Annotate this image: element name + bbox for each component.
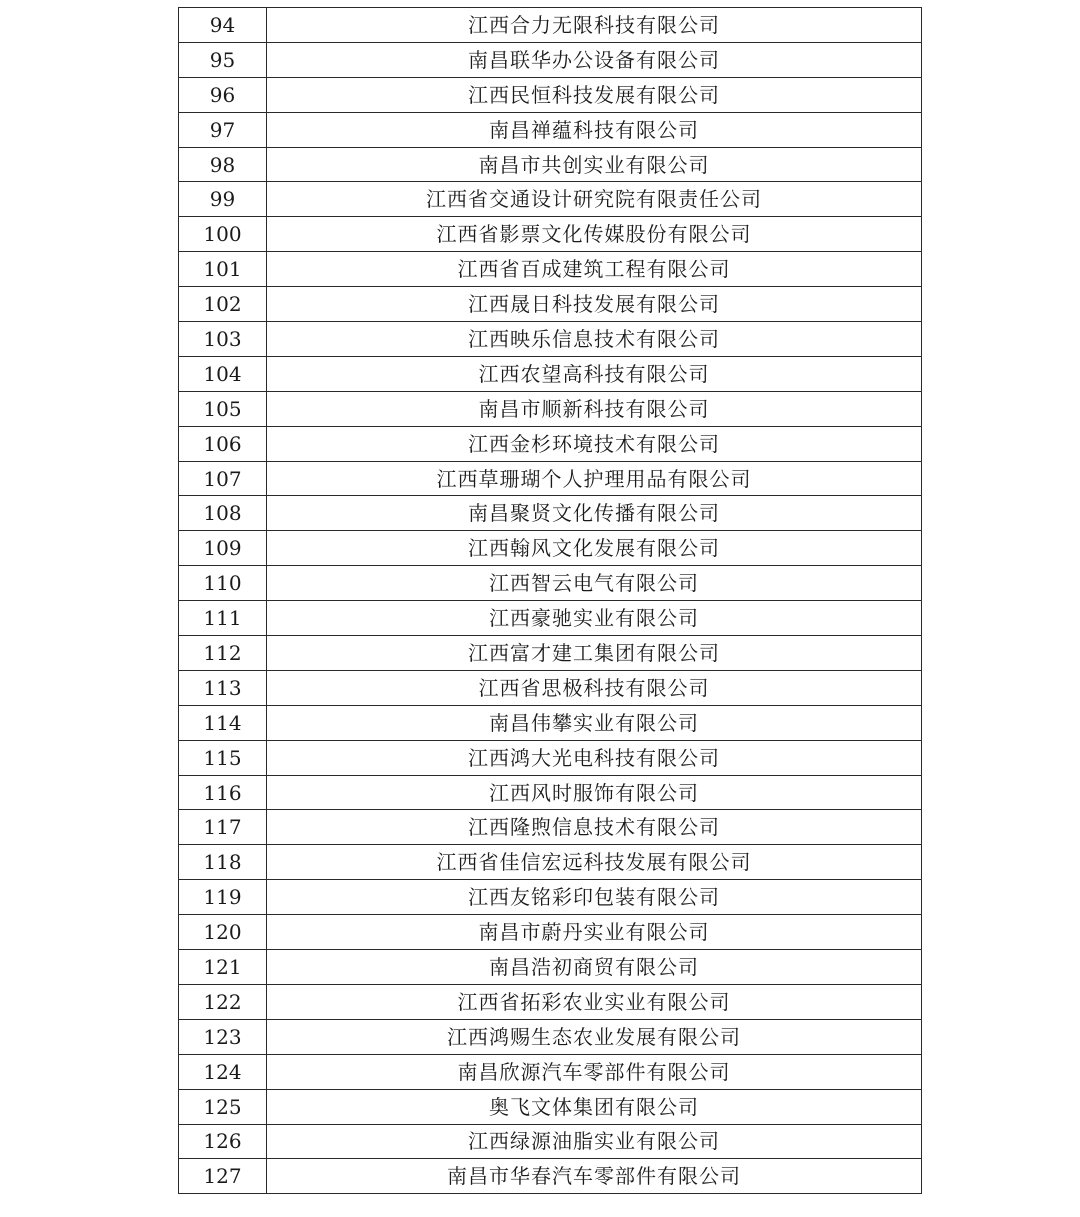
table-row [179,950,922,985]
table-row [179,810,922,845]
company-name-cell: 南昌聚贤文化传播有限公司 [267,496,922,531]
row-number-cell: 99 [179,182,267,217]
table-row [179,287,922,322]
company-name-cell: 江西智云电气有限公司 [267,566,922,601]
company-name-cell: 江西民恒科技发展有限公司 [267,77,922,112]
table-row [179,984,922,1019]
table-row [179,252,922,287]
row-number-cell: 94 [179,8,267,43]
company-list-table [178,7,922,1194]
table-row [179,740,922,775]
row-number-cell: 98 [179,147,267,182]
row-number-cell: 97 [179,112,267,147]
row-number-cell: 114 [179,705,267,740]
row-number-cell: 105 [179,391,267,426]
table-row [179,636,922,671]
row-number-cell: 95 [179,42,267,77]
row-number-cell: 102 [179,287,267,322]
company-name-cell: 江西省交通设计研究院有限责任公司 [267,182,922,217]
table-row [179,1159,922,1194]
row-number-cell: 113 [179,670,267,705]
company-name-cell: 江西省佳信宏远科技发展有限公司 [267,845,922,880]
row-number-cell: 127 [179,1159,267,1194]
company-name-cell: 南昌禅蕴科技有限公司 [267,112,922,147]
table-row [179,426,922,461]
company-name-cell: 南昌市顺新科技有限公司 [267,391,922,426]
row-number-cell: 101 [179,252,267,287]
row-number-cell: 117 [179,810,267,845]
table-row [179,1019,922,1054]
row-number-cell: 123 [179,1019,267,1054]
table-row [179,356,922,391]
table-row [179,1054,922,1089]
table-row [179,217,922,252]
table-row [179,915,922,950]
table-row [179,461,922,496]
company-name-cell: 江西友铭彩印包装有限公司 [267,880,922,915]
company-name-cell: 江西省影票文化传媒股份有限公司 [267,217,922,252]
table-row [179,391,922,426]
row-number-cell: 116 [179,775,267,810]
company-name-cell: 江西映乐信息技术有限公司 [267,322,922,357]
table-row [179,1124,922,1159]
company-name-cell: 江西鸿赐生态农业发展有限公司 [267,1019,922,1054]
row-number-cell: 110 [179,566,267,601]
company-name-cell: 江西翰风文化发展有限公司 [267,531,922,566]
row-number-cell: 115 [179,740,267,775]
table-row [179,705,922,740]
company-name-cell: 江西风时服饰有限公司 [267,775,922,810]
table-row [179,496,922,531]
table-row [179,566,922,601]
company-name-cell: 南昌市蔚丹实业有限公司 [267,915,922,950]
company-name-cell: 南昌市华春汽车零部件有限公司 [267,1159,922,1194]
company-name-cell: 江西绿源油脂实业有限公司 [267,1124,922,1159]
row-number-cell: 124 [179,1054,267,1089]
company-name-cell: 江西省拓彩农业实业有限公司 [267,984,922,1019]
company-name-cell: 奥飞文体集团有限公司 [267,1089,922,1124]
table-row [179,845,922,880]
table-row [179,1089,922,1124]
table-row [179,8,922,43]
company-name-cell: 江西鸿大光电科技有限公司 [267,740,922,775]
company-name-cell: 南昌市共创实业有限公司 [267,147,922,182]
row-number-cell: 108 [179,496,267,531]
table-row [179,322,922,357]
company-name-cell: 江西农望高科技有限公司 [267,356,922,391]
row-number-cell: 104 [179,356,267,391]
row-number-cell: 118 [179,845,267,880]
row-number-cell: 96 [179,77,267,112]
table-row [179,42,922,77]
row-number-cell: 107 [179,461,267,496]
table-row [179,670,922,705]
company-name-cell: 南昌浩初商贸有限公司 [267,950,922,985]
row-number-cell: 122 [179,984,267,1019]
company-name-cell: 江西省百成建筑工程有限公司 [267,252,922,287]
company-name-cell: 江西隆煦信息技术有限公司 [267,810,922,845]
row-number-cell: 119 [179,880,267,915]
row-number-cell: 103 [179,322,267,357]
company-name-cell: 江西草珊瑚个人护理用品有限公司 [267,461,922,496]
company-name-cell: 江西晟日科技发展有限公司 [267,287,922,322]
table-row [179,601,922,636]
company-name-cell: 江西金杉环境技术有限公司 [267,426,922,461]
row-number-cell: 126 [179,1124,267,1159]
table-row [179,77,922,112]
table-row [179,775,922,810]
table-row [179,880,922,915]
table-body [179,8,922,1194]
table-row [179,182,922,217]
row-number-cell: 100 [179,217,267,252]
company-name-cell: 江西豪驰实业有限公司 [267,601,922,636]
row-number-cell: 121 [179,950,267,985]
row-number-cell: 120 [179,915,267,950]
row-number-cell: 125 [179,1089,267,1124]
company-name-cell: 南昌伟攀实业有限公司 [267,705,922,740]
company-name-cell: 南昌联华办公设备有限公司 [267,42,922,77]
row-number-cell: 111 [179,601,267,636]
company-name-cell: 江西合力无限科技有限公司 [267,8,922,43]
company-name-cell: 江西省思极科技有限公司 [267,670,922,705]
row-number-cell: 106 [179,426,267,461]
company-name-cell: 南昌欣源汽车零部件有限公司 [267,1054,922,1089]
table-row [179,531,922,566]
company-name-cell: 江西富才建工集团有限公司 [267,636,922,671]
table-row [179,147,922,182]
row-number-cell: 109 [179,531,267,566]
row-number-cell: 112 [179,636,267,671]
table-row [179,112,922,147]
